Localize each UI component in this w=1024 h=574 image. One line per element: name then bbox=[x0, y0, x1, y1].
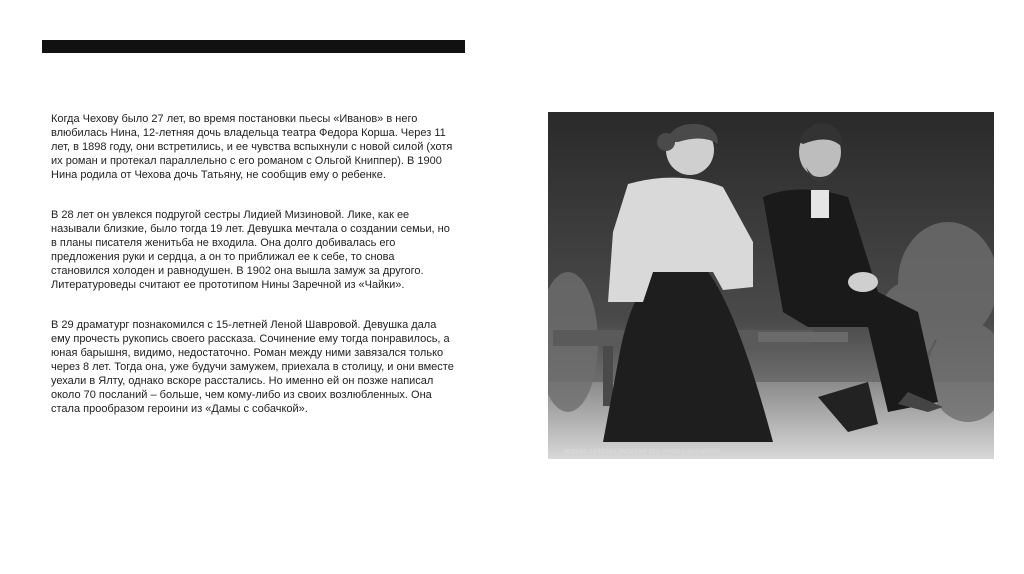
title-bar bbox=[42, 40, 465, 53]
photo-illustration bbox=[548, 112, 994, 459]
text-column bbox=[51, 112, 456, 442]
paragraph-lidia-mizinova: В 28 лет он увлекся подругой сестры Лидией Мизиновой. Лике, как ее называли близкие, было тогда 19 лет. Девушка мечтала о создании семьи, но в планы писателя женитьба не входила. Она долго добивалась его предложения руки и сердца, а он то приближал ее к себе, то снова становился холоден и равнодушен. В 1902 она вышла замуж за другого. Литературоведы считают ее прототипом Нины Заречной из «Чайки». bbox=[51, 209, 450, 291]
paragraph-nina-korsh: Когда Чехову было 27 лет, во время постановки пьесы «Иванов» в него влюбилась Нина, 12-летняя дочь владельца театра Федора Корша. Через 11 лет, в 1898 году, они встретились, и ее чувства вспыхнули с новой силой (хотя их роман и протекал параллельно с его романом с Ольгой Книппер). В 1900 Нина родила от Чехова дочь Татьяну, не сообщив ему о ребенке. bbox=[51, 113, 453, 181]
paragraph-lena-shavrova: В 29 драматург познакомился с 15-летней Леной Шавровой. Девушка дала ему прочесть рукопись своего рассказа. Сочинение ему тогда понравилось, а юная барышня, видимо, недостаточно. Роман между ними завязался только через 8 лет. Тогда она, уже будучи замужем, приехала в столицу, и они вместе уехали в Ялту, однако вскоре расстались. Но именно ей он позже написал около 70 посланий – больше, чем кому-либо из своих возлюбленных. Она стала прообразом героини из «Дамы с собачкой». bbox=[51, 319, 454, 415]
historical-photo bbox=[548, 112, 994, 459]
photo-watermark: ЯНДЕКС ЗАПИСКИ ИМПЕРИИ ZEN.YANDEX.RU/ZAPISKI bbox=[564, 449, 721, 455]
